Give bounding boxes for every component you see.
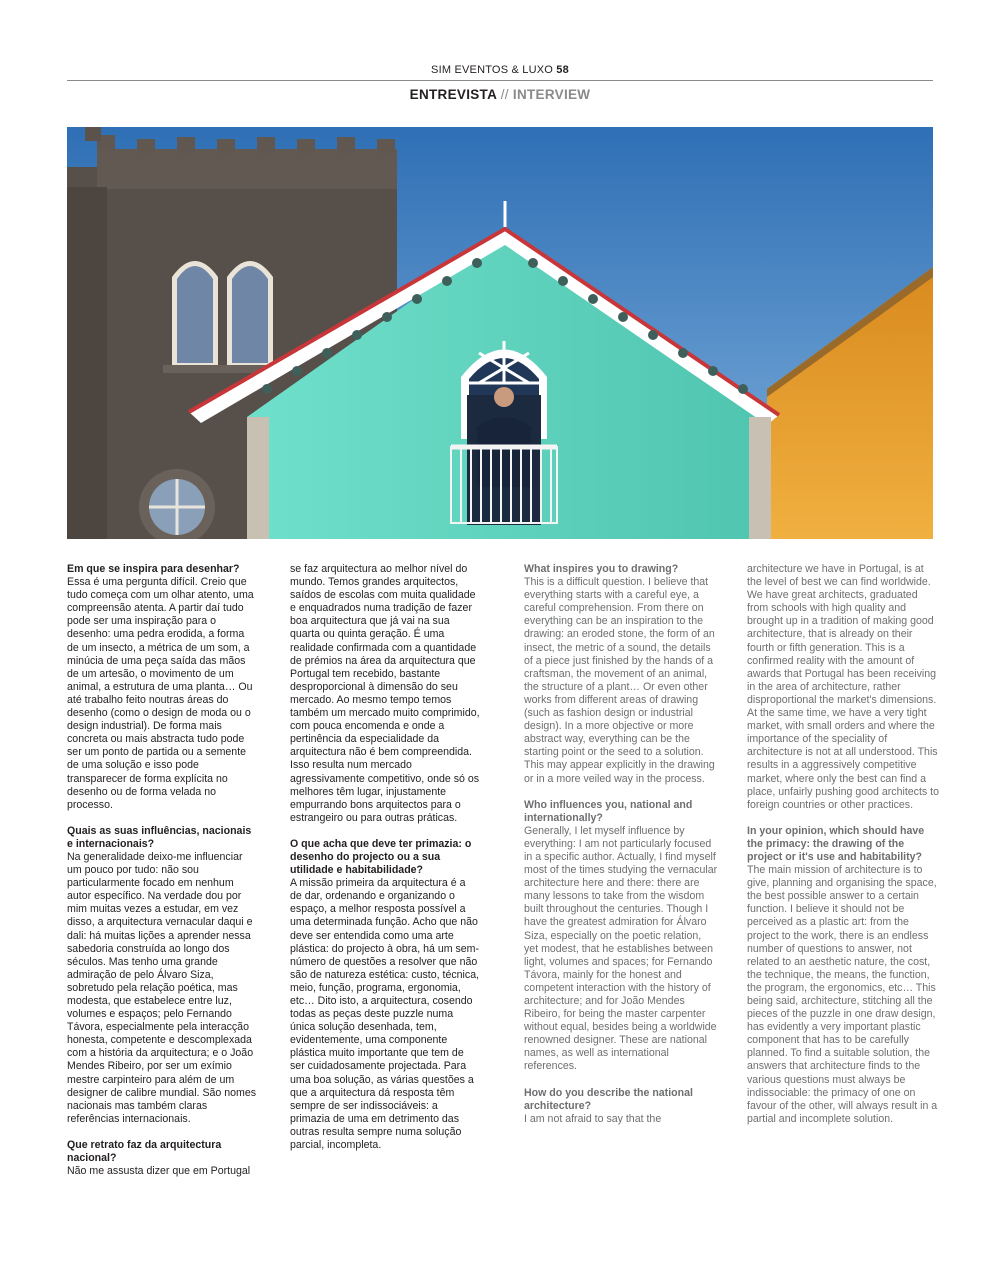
running-head bbox=[0, 64, 1000, 76]
question-heading: Quais as suas influências, nacionais e internacionais? bbox=[67, 824, 252, 850]
answer-paragraph: Não me assusta dizer que em Portugal bbox=[67, 1165, 251, 1178]
section-title-en: INTERVIEW bbox=[512, 87, 591, 102]
answer-paragraph: This is a difficult question. I believe that everything starts with a careful eye, a careful comprehension. From there on everything can be an inspiration to the drawing: an eroded stone, the form of an insect, the metric of a sound, the details of a piece just finished by the hands of a craftsman, the movement of an animal, the structure of a plant… Or even other works from different areas of drawing (such as fashion design or industrial design). In a more objective or more abstract way, everything can be the starting point or the seed to a solution. This may appear explicitly in the drawing or in a more veiled way in the process. bbox=[524, 576, 715, 785]
question-heading: In your opinion, which should have the primacy: the drawing of the project or it's use and habitability? bbox=[747, 824, 925, 863]
text-column-pt-1 bbox=[67, 563, 257, 1178]
text-column-en-2 bbox=[747, 563, 941, 1126]
section-title bbox=[0, 87, 1000, 102]
answer-paragraph: architecture we have in Portugal, is at the level of best we can find worldwide. We have great architects, graduated from schools with high quality and brought up in a tradition of making good architecture, that is already on their fourth or fifth generation. This is a confirmed reality with the amount of awards that Portugal has been receiving in the area of architecture, rather disproportional the market's dimensions. At the same time, we have a very tight market, with small orders and where the importance of the speciality of architecture is not at all understood. This results in a aggressively competitive market, where only the best can find a place, unfairly pushing good architects to foreign countries or other practices. bbox=[747, 563, 939, 811]
section-separator: // bbox=[500, 87, 509, 102]
question-heading: What inspires you to drawing? bbox=[524, 563, 679, 575]
header-rule bbox=[67, 80, 933, 81]
page-number: 58 bbox=[556, 64, 569, 76]
question-heading: Que retrato faz da arquitectura nacional? bbox=[67, 1138, 222, 1165]
magazine-name: SIM EVENTOS & LUXO bbox=[431, 64, 554, 76]
question-heading: O que acha que deve ter primazia: o desenho do projecto ou a sua utilidade e habitabilidade? bbox=[290, 837, 472, 877]
answer-paragraph: A missão primeira da arquitectura é a de dar, ordenando e organizando o espaço, a melhor resposta possível a uma determinada função. Acho que não deve ser entendida como uma arte plástica: do projecto à obra, há um sem-número de questões a resolver que não são de natureza estética: custo, técnica, meio, função, programa, ergonomia, etc… Dito isto, a arquitectura, cosendo todas as peças deste puzzle numa única solução desenhada, tem, evidentemente, uma componente plástica muito importante que tem de ser cuidadosamente projectada. Para uma boa solução, as várias questões a que a arquitectura dá resposta têm sempre de ser indissociáveis: a primazia de uma em detrimento das outras resulta sempre numa solução parcial, incompleta. bbox=[290, 877, 480, 1152]
house-illustration bbox=[67, 127, 933, 539]
answer-paragraph: Generally, I let myself influence by everything: I am not particularly focused in a specific author. Actually, I find myself most of the times studying the vernacular architecture here and there: there are many lessons to take from the wisdom built throughout the centuries. Though I have the greatest admiration for Álvaro Siza, especially on the poetic relation, yet modest, that he establishes between light, volumes and spaces; for Fernando Távora, mainly for the honest and competent interaction with the history of architecture; and for João Mendes Ribeiro, for being the master carpenter without equal, besides being a worldwide renowned designer. These are national names, as well as international references. bbox=[524, 824, 718, 1073]
section-title-pt: ENTREVISTA bbox=[409, 87, 497, 102]
answer-paragraph: se faz arquitectura ao melhor nível do mundo. Temos grandes arquitectos, saídos de escolas com muita qualidade e enquadrados numa tradição de fazer boa arquitectura que já vai na sua quarta ou quinta geração. É uma realidade confirmada com a quantidade de prémios na área da arquitectura que Portugal tem recebido, bastante desproporcional à dimensão do seu mercado. Ao mesmo tempo temos também um mercado muito comprimido, com pouca encomenda e onde a pertinência da especialidade da arquitectura não é bem compreendida. Isso resulta num mercado agressivamente competitivo, onde só os melhores têm lugar, injustamente empurrando bons arquitectos para o estrangeiro ou para outras práticas. bbox=[290, 563, 480, 824]
text-column-pt-2 bbox=[290, 563, 480, 1152]
balcony-door bbox=[461, 341, 547, 525]
text-column-en-1 bbox=[524, 563, 718, 1126]
question-heading: Em que se inspira para desenhar? bbox=[67, 563, 240, 575]
answer-paragraph: Na generalidade deixo-me influenciar um pouco por tudo: não sou particularmente focado em nenhum autor específico. Na verdade dou por mim muitas vezes a estudar, em vez disso, a arquitectura vernacular daqui e dali: há muitas lições a aprender nessa sabedoria construída ao longo dos séculos. Mas tenho uma grande admiração de pelo Álvaro Siza, sobretudo pela relação poética, mas modesta, que estabelece entre luz, volumes e espaços; pelo Fernando Távora, especialmente pela interacção honesta, competente e descomplexada com a história da arquitectura; e o João Mendes Ribeiro, por ser um exímio mestre carpinteiro para além de um designer de calibre mundial. São nomes nacionais mas também claras referências internacionais. bbox=[67, 850, 257, 1125]
answer-paragraph: The main mission of architecture is to give, planning and organising the space, the best possible answer to a certain function. I believe it should not be perceived as a plastic art: from the project to the work, there is an endless number of questions to answer, not related to an aesthetic nature, the cost, the technique, the means, the function, the program, the ergonomics, etc… This being said, architecture, stitching all the pieces of the puzzle in one draw design, has evidently a very important plastic component that has to be carefully planned. To find a suitable solution, the answers that architecture finds to the various questions must always be indissociable: the primacy of one on favour of the other, will always result in a partial and incomplete solution. bbox=[747, 864, 938, 1125]
question-heading: How do you describe the national architecture? bbox=[524, 1086, 693, 1112]
question-heading: Who influences you, national and internationally? bbox=[524, 798, 693, 824]
answer-paragraph: I am not afraid to say that the bbox=[524, 1112, 662, 1125]
feature-photo bbox=[67, 127, 933, 539]
answer-paragraph: Essa é uma pergunta difícil. Creio que tudo começa com um olhar atento, uma compreensão atenta. A partir daí tudo pode ser uma inspiração para o desenho: uma pedra erodida, a forma de um insecto, a métrica de um som, a minúcia de uma peça saída das mãos de um artesão, o movimento de um animal, a estrutura de uma planta… Ou até trabalho feito noutras áreas do desenho (como o design de moda ou o design industrial). De forma mais concreta ou mais abstracta tudo pode ser um ponto de partida ou a semente de uma solução e isso pode transparecer de forma explícita no desenho ou de forma velada no processo. bbox=[67, 576, 254, 811]
